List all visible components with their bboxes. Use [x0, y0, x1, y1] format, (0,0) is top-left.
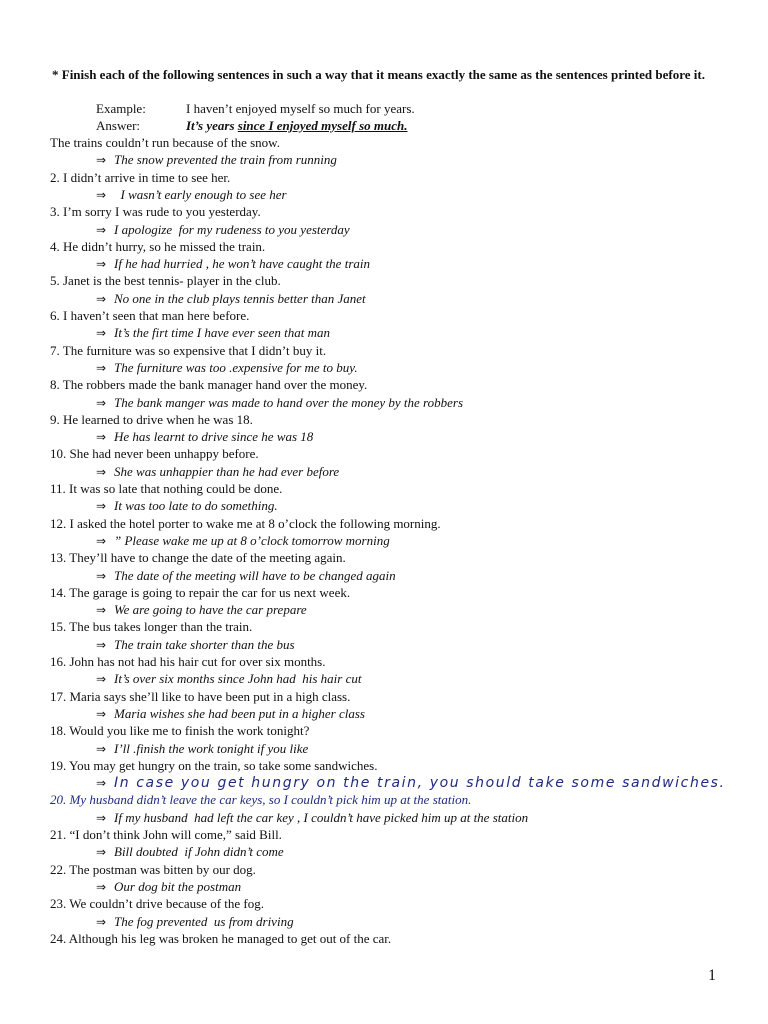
answer-text: Bill doubted if John didn’t come [114, 844, 284, 859]
question-line [50, 931, 391, 947]
example-text: I haven’t enjoyed myself so much for years. [186, 101, 415, 116]
question-text: 22. The postman was bitten by our dog. [50, 862, 256, 877]
question-text: 16. John has not had his hair cut for over six months. [50, 654, 326, 669]
answer-line [96, 775, 726, 791]
question-line [50, 273, 281, 289]
answer-line [96, 118, 407, 134]
answer-line [96, 671, 361, 687]
answer-text: ” Please wake me up at 8 o’clock tomorrow morning [114, 533, 390, 548]
arrow-icon: ⇒ [96, 326, 107, 340]
question-text: 14. The garage is going to repair the car for us next week. [50, 585, 351, 600]
answer-line [96, 498, 278, 514]
arrow-icon: ⇒ [96, 534, 107, 548]
answer-line [96, 256, 370, 272]
answer-line [96, 325, 330, 341]
arrow-icon: ⇒ [96, 776, 107, 790]
answer-line [96, 706, 365, 722]
question-line [50, 758, 377, 774]
question-line [50, 412, 253, 428]
answer-text: If my husband had left the car key , I couldn’t have picked him up at the station [114, 810, 529, 825]
question-line [50, 343, 326, 359]
question-text: 5. Janet is the best tennis- player in the club. [50, 273, 281, 288]
example-label: Example: [96, 101, 146, 116]
question-text: 6. I haven’t seen that man here before. [50, 308, 250, 323]
arrow-icon: ⇒ [96, 811, 107, 825]
arrow-icon: ⇒ [96, 292, 107, 306]
answer-text: No one in the club plays tennis better than Janet [114, 291, 366, 306]
answer-text: The furniture was too .expensive for me to buy. [114, 360, 358, 375]
answer-text: We are going to have the car prepare [114, 602, 307, 617]
question-line [50, 204, 261, 220]
question-line [50, 585, 350, 601]
arrow-icon: ⇒ [96, 257, 107, 271]
page-number: 1 [708, 967, 716, 984]
answer-line [96, 360, 358, 376]
instruction-heading: * Finish each of the following sentences in such a way that it means exactly the same as the sentences printed before it. [52, 67, 705, 82]
answer-line [96, 429, 313, 445]
question-line [50, 135, 280, 151]
arrow-icon: ⇒ [96, 707, 107, 721]
answer-prefix: It’s years [186, 118, 238, 133]
question-line [50, 896, 264, 912]
answer-line [96, 914, 294, 930]
answer-line [96, 291, 366, 307]
answer-line [96, 879, 241, 895]
question-line [50, 827, 282, 843]
question-line [50, 446, 259, 462]
answer-text: Maria wishes she had been put in a higher class [114, 706, 365, 721]
question-line [50, 689, 350, 705]
arrow-icon: ⇒ [96, 499, 107, 513]
answer-line [96, 741, 308, 757]
answer-text: She was unhappier than he had ever before [114, 464, 340, 479]
question-text: 18. Would you like me to finish the work tonight? [50, 723, 310, 738]
question-line [50, 619, 252, 635]
question-line [50, 239, 265, 255]
answer-text: If he had hurried , he won’t have caught the train [114, 256, 370, 271]
question-line [50, 862, 256, 878]
answer-line [96, 637, 295, 653]
question-text: 23. We couldn’t drive because of the fog. [50, 896, 264, 911]
answer-text: It’s over six months since John had his hair cut [114, 671, 362, 686]
question-text: 17. Maria says she’ll like to have been put in a high class. [50, 689, 351, 704]
question-text: 3. I’m sorry I was rude to you yesterday. [50, 204, 261, 219]
arrow-icon: ⇒ [96, 603, 107, 617]
question-text: 13. They’ll have to change the date of the meeting again. [50, 550, 346, 565]
question-line [50, 308, 249, 324]
arrow-icon: ⇒ [96, 742, 107, 756]
question-text: 9. He learned to drive when he was 18. [50, 412, 253, 427]
arrow-icon: ⇒ [96, 465, 107, 479]
answer-text: I apologize for my rudeness to you yesterday [114, 222, 350, 237]
question-text: 20. My husband didn’t leave the car keys, so I couldn’t pick him up at the station. [50, 792, 472, 807]
question-line [50, 377, 367, 393]
arrow-icon: ⇒ [96, 569, 107, 583]
question-line [50, 550, 346, 566]
question-text: 4. He didn’t hurry, so he missed the train. [50, 239, 266, 254]
answer-text: He has learnt to drive since he was 18 [114, 429, 314, 444]
arrow-icon: ⇒ [96, 915, 107, 929]
arrow-icon: ⇒ [96, 223, 107, 237]
question-line [50, 516, 441, 532]
arrow-icon: ⇒ [96, 672, 107, 686]
answer-text: The date of the meeting will have to be changed again [114, 568, 396, 583]
answer-text: The bank manger was made to hand over the money by the robbers [114, 395, 464, 410]
answer-text: The snow prevented the train from running [114, 152, 337, 167]
answer-line [96, 464, 339, 480]
answer-underlined: since I enjoyed myself so much. [237, 118, 408, 133]
answer-text: It’s the firt time I have ever seen that man [114, 325, 331, 340]
answer-line [96, 395, 463, 411]
answer-line [96, 222, 350, 238]
question-text: 10. She had never been unhappy before. [50, 446, 259, 461]
question-text: 11. It was so late that nothing could be done. [50, 481, 283, 496]
arrow-icon: ⇒ [96, 638, 107, 652]
answer-text: It was too late to do something. [114, 498, 278, 513]
answer-text: Our dog bit the postman [114, 879, 242, 894]
question-text: 19. You may get hungry on the train, so take some sandwiches. [50, 758, 378, 773]
question-text: 21. “I don’t think John will come,” said Bill. [50, 827, 282, 842]
arrow-icon: ⇒ [96, 396, 107, 410]
question-text: 7. The furniture was so expensive that I didn’t buy it. [50, 343, 327, 358]
answer-line [96, 602, 307, 618]
question-line [50, 654, 326, 670]
arrow-icon: ⇒ [96, 845, 107, 859]
arrow-icon: ⇒ [96, 430, 107, 444]
answer-line [96, 152, 337, 168]
arrow-icon: ⇒ [96, 188, 107, 202]
answer-line [96, 810, 528, 826]
question-text: 2. I didn’t arrive in time to see her. [50, 170, 231, 185]
answer-text: The train take shorter than the bus [114, 637, 295, 652]
question-line [50, 723, 309, 739]
answer-line [96, 187, 287, 203]
answer-label: Answer: [96, 118, 141, 133]
answer-text: I wasn’t early enough to see her [114, 187, 287, 202]
question-text: 15. The bus takes longer than the train. [50, 619, 253, 634]
question-line [50, 792, 471, 808]
question-text: 8. The robbers made the bank manager hand over the money. [50, 377, 368, 392]
answer-text [186, 118, 407, 133]
question-text: 12. I asked the hotel porter to wake me at 8 o’clock the following morning. [50, 516, 441, 531]
question-text: The trains couldn’t run because of the snow. [50, 135, 280, 150]
answer-line [96, 844, 284, 860]
answer-line [96, 568, 396, 584]
answer-text: In case you get hungry on the train, you should take some sandwiches. [114, 775, 726, 791]
question-line [50, 170, 230, 186]
example-line [96, 101, 415, 117]
answer-line [96, 533, 390, 549]
arrow-icon: ⇒ [96, 361, 107, 375]
arrow-icon: ⇒ [96, 880, 107, 894]
arrow-icon: ⇒ [96, 153, 107, 167]
answer-text: The fog prevented us from driving [114, 914, 294, 929]
question-line [50, 481, 282, 497]
question-text: 24. Although his leg was broken he managed to get out of the car. [50, 931, 392, 946]
answer-text: I’ll .finish the work tonight if you like [114, 741, 309, 756]
